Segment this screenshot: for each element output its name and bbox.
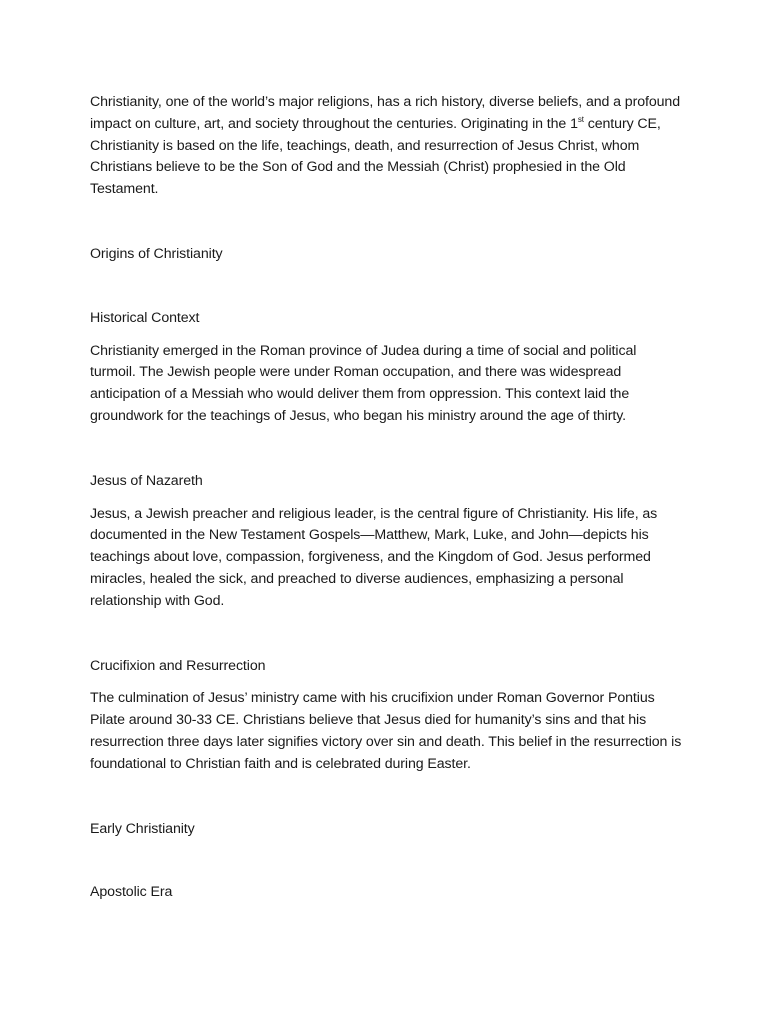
intro-paragraph [90, 92, 685, 201]
heading-jesus-of-nazareth: Jesus of Nazareth [90, 472, 203, 489]
intro-text-start: Christianity, one of the world’s major religions, has a rich history, diverse beliefs, and a profound impact on culture, art, and society throughout the centuries. Originating in the 1 [90, 94, 681, 132]
heading-early-christianity: Early Christianity [90, 820, 195, 837]
jesus-of-nazareth-paragraph: Jesus, a Jewish preacher and religious leader, is the central figure of Christianity. His life, as documented in the New Testament Gospels—Matthew, Mark, Luke, and John—depicts his teachings about love, compassion, forgiveness, and the Kingdom of God. Jesus performed miracles, healed the sick, and preached to diverse audiences, emphasizing a personal relationship with God. [90, 505, 658, 609]
intro-text-end: century CE, Christianity is based on the life, teachings, death, and resurrection of Jesus Christ, whom Christians believe to be the Son of God and the Messiah (Christ) prophesied in the Old Testament. [90, 115, 661, 198]
heading-apostolic-era: Apostolic Era [90, 884, 173, 901]
heading-origins: Origins of Christianity [90, 245, 223, 262]
ordinal-superscript: st [577, 114, 584, 124]
historical-context-paragraph: Christianity emerged in the Roman province of Judea during a time of social and political turmoil. The Jewish people were under Roman occupation, and there was widespread anticipation of a Messiah who would deliver them from oppression. This context laid the groundwork for the teachings of Jesus, who began his ministry around the age of thirty. [90, 342, 637, 424]
heading-crucifixion-resurrection: Crucifixion and Resurrection [90, 657, 266, 674]
crucifixion-paragraph: The culmination of Jesus’ ministry came with his crucifixion under Roman Governor Pontius Pilate around 30-33 CE. Christians believe that Jesus died for humanity’s sins and that his resurrection three days later signifies victory over sin and death. This belief in the resurrection is foundational to Christian faith and is celebrated during Easter. [90, 690, 682, 772]
heading-historical-context: Historical Context [90, 309, 200, 326]
document-page [90, 92, 685, 915]
